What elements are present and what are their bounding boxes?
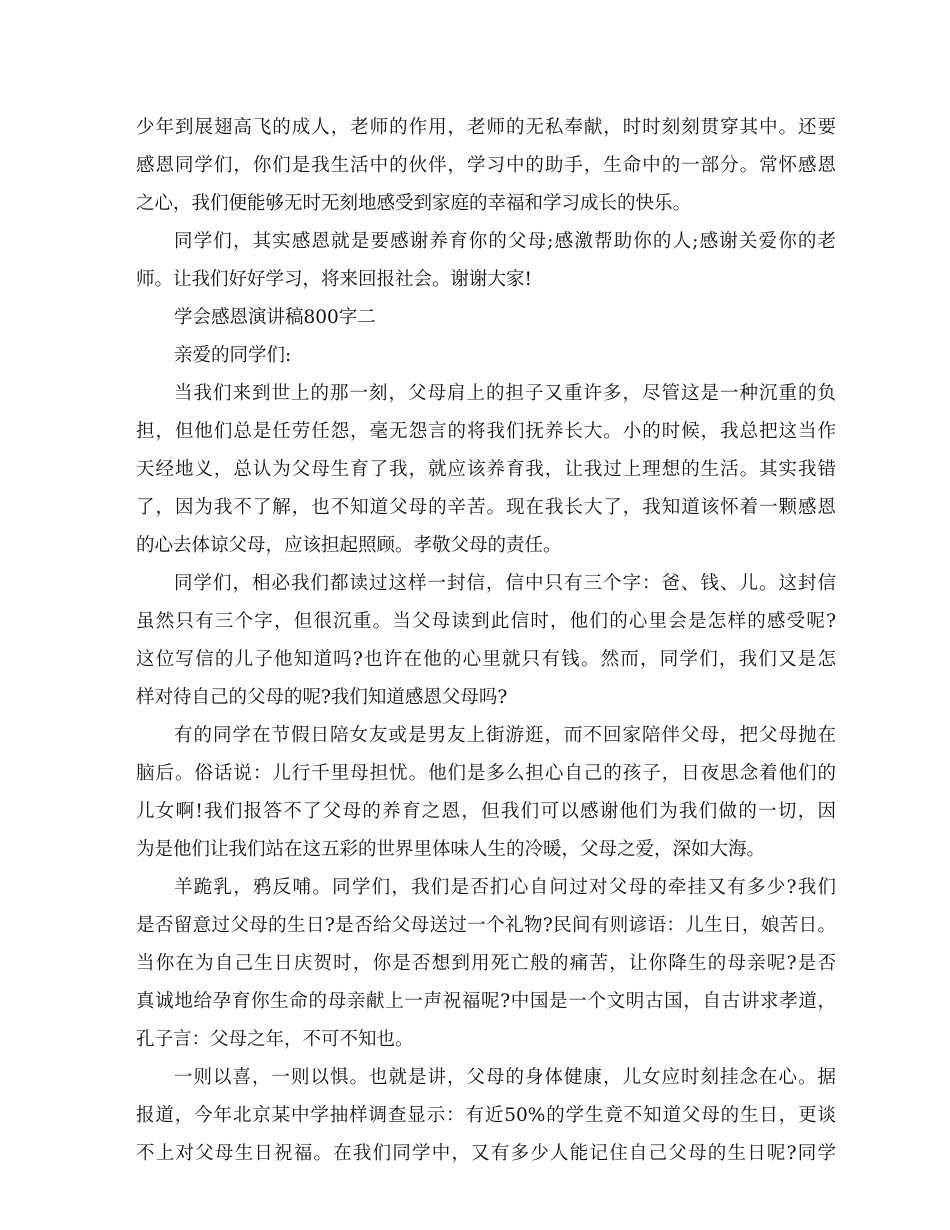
text-line: 有的同学在节假日陪女友或是男友上街游逛，而不回家陪伴父母，把父母抛在 [174,725,836,746]
text-line: 是否留意过父母的生日?是否给父母送过一个礼物?民间有则谚语：儿生日，娘苦日。 [136,915,836,936]
text-line: 了，因为我不了解，也不知道父母的辛苦。现在我长大了，我知道该怀着一颗感恩 [136,497,836,518]
text-line: 师。让我们好好学习，将来回报社会。谢谢大家! [136,269,532,290]
text-line: 这位写信的儿子他知道吗?也许在他的心里就只有钱。然而，同学们，我们又是怎 [136,649,836,670]
text-line: 儿女啊!我们报答不了父母的养育之恩，但我们可以感谢他们为我们做的一切，因 [136,801,836,822]
text-line: 天经地义，总认为父母生育了我，就应该养育我，让我过上理想的生活。其实我错 [136,459,836,480]
text-line: 当你在为自己生日庆贺时，你是否想到用死亡般的痛苦，让你降生的母亲呢?是否 [136,953,836,974]
text-line: 孔子言：父母之年，不可不知也。 [136,1029,414,1050]
text-line: 羊跪乳，鸦反哺。同学们，我们是否扪心自问过对父母的牵挂又有多少?我们 [174,877,836,898]
text-line: 同学们，相必我们都读过这样一封信，信中只有三个字：爸、钱、儿。这封信 [174,573,836,594]
section-heading: 学会感恩演讲稿800字二 [174,307,376,328]
text-line: 报道，今年北京某中学抽样调查显示：有近50%的学生竟不知道父母的生日，更谈 [136,1105,836,1126]
salutation: 亲爱的同学们: [174,345,292,366]
text-line: 担，但他们总是任劳任怨，毫无怨言的将我们抚养长大。小的时候，我总把这当作 [136,421,836,442]
text-line: 之心，我们便能够无时无刻地感受到家庭的幸福和学习成长的快乐。 [136,193,692,214]
text-line: 感恩同学们，你们是我生活中的伙伴，学习中的助手，生命中的一部分。常怀感恩 [136,155,836,176]
text-line: 不上对父母生日祝福。在我们同学中，又有多少人能记住自己父母的生日呢?同学 [136,1143,836,1164]
text-line: 样对待自己的父母的呢?我们知道感恩父母吗? [136,687,508,708]
text-line: 为是他们让我们站在这五彩的世界里体味人生的冷暖，父母之爱，深如大海。 [136,839,766,860]
text-line: 脑后。俗话说：儿行千里母担忧。他们是多么担心自己的孩子，日夜思念着他们的 [136,763,836,784]
text-line: 同学们，其实感恩就是要感谢养育你的父母;感激帮助你的人;感谢关爱你的老 [174,231,836,252]
text-line: 少年到展翅高飞的成人，老师的作用，老师的无私奉献，时时刻刻贯穿其中。还要 [136,117,836,138]
text-line: 真诚地给孕育你生命的母亲献上一声祝福呢?中国是一个文明古国，自古讲求孝道， [136,991,836,1012]
text-line: 当我们来到世上的那一刻，父母肩上的担子又重许多，尽管这是一种沉重的负 [174,383,836,404]
text-line: 的心去体谅父母，应该担起照顾。孝敬父母的责任。 [136,535,562,556]
text-line: 虽然只有三个字，但很沉重。当父母读到此信时，他们的心里会是怎样的感受呢? [136,611,836,632]
text-line: 一则以喜，一则以惧。也就是讲，父母的身体健康，儿女应时刻挂念在心。据 [174,1067,836,1088]
